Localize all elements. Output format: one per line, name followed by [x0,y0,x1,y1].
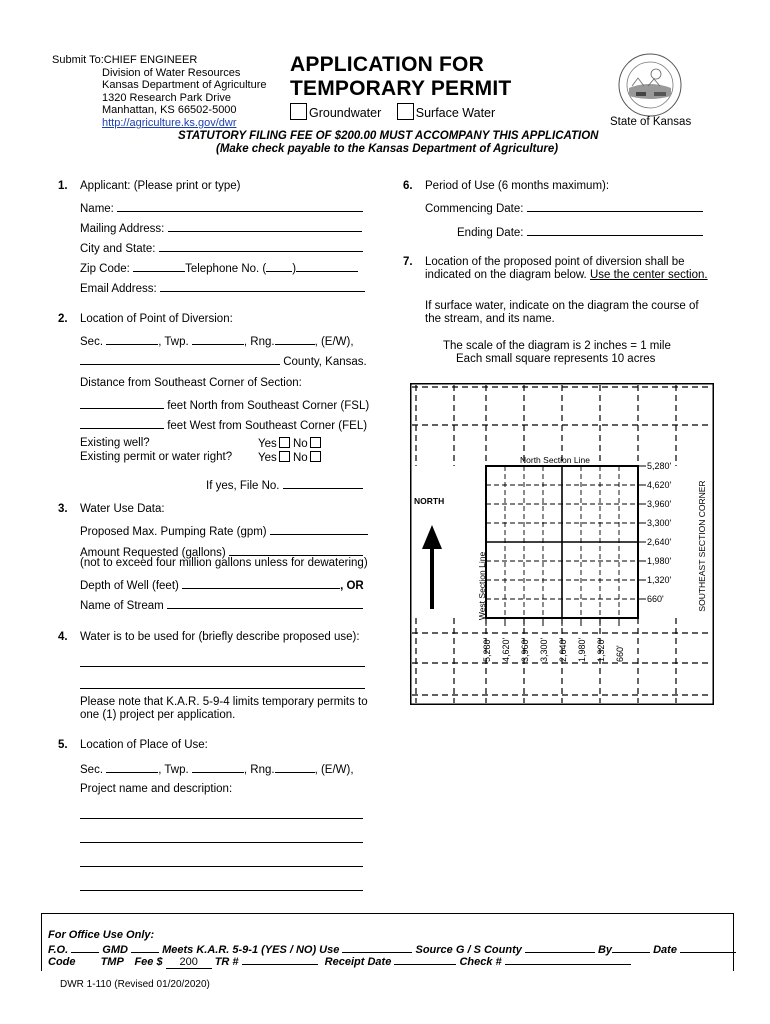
section-7-number: 7. [403,256,413,268]
commencing-field[interactable] [527,200,703,212]
project-line-3[interactable] [80,855,363,870]
name-row [80,200,363,215]
amount-label: Amount Requested (gallons) [80,547,226,559]
date-field[interactable] [680,941,736,953]
city-field[interactable] [159,240,363,252]
rng-field[interactable] [275,333,315,345]
telephone-label: Telephone No. ( [185,263,267,275]
small-square-note: Each small square represents 10 acres [456,353,656,365]
amount-field[interactable] [229,544,363,556]
yes-label: Yes [258,452,277,464]
addr-line: CHIEF ENGINEER [103,54,198,66]
fee-value[interactable]: 200 [166,956,212,969]
mailing-row [80,220,362,235]
section-6-title: Period of Use (6 months maximum): [425,180,610,192]
distance-label: Distance from Southeast Corner of Section: [80,377,302,389]
existing-well-options [258,437,321,450]
existing-permit-label: Existing permit or water right? [80,451,233,463]
right-distance-label: 3,300' [647,518,672,528]
twp-label: , Twp. [158,336,189,348]
addr-line: Kansas Department of Agriculture [102,79,267,92]
existing-permit-options [258,451,321,464]
section-3-number: 3. [58,503,68,515]
date-label: Date [653,944,677,956]
meets-label: Meets K.A.R. 5-9-1 (YES / NO) Use [162,944,340,956]
sec-label: Sec. [80,764,104,776]
rng-field[interactable] [275,761,315,773]
title-line-2: TEMPORARY PERMIT [290,77,512,100]
surface-water-note-2: the stream, and its name. [425,313,555,325]
existing-well-label: Existing well? [80,437,150,449]
bottom-distance-label: 3,960' [520,637,530,662]
fsl-field[interactable] [80,397,164,409]
check-payable-note: (Make check payable to the Kansas Department of Agriculture) [216,143,559,155]
southeast-corner-label: SOUTHEAST SECTION CORNER [697,480,707,612]
section-2-title: Location of Point of Diversion: [80,313,233,325]
right-distance-label: 1,980' [647,556,672,566]
project-line-1[interactable] [80,807,363,822]
city-row [80,240,363,255]
section-5-title: Location of Place of Use: [80,739,208,751]
or-label: , OR [340,580,364,592]
section-1-title: Applicant: (Please print or type) [80,180,241,192]
name-field[interactable] [117,200,363,212]
right-distance-label: 660' [647,594,664,604]
addr-line: Division of Water Resources [102,66,241,79]
name-label: Name: [80,203,114,215]
fo-label: F.O. [48,944,69,956]
project-line-4[interactable] [80,879,363,894]
right-distance-label: 2,640' [647,537,672,547]
by-field[interactable] [612,941,650,953]
county-label: County, Kansas. [283,356,367,368]
use-str-row [80,761,354,776]
twp-label: , Twp. [158,764,189,776]
mailing-field[interactable] [168,220,362,232]
fsl-row [80,397,369,412]
county-row [80,353,367,368]
ew-label: , (E/W), [314,336,354,348]
twp-field[interactable] [192,761,244,773]
bottom-distance-label: 1,980' [577,637,587,662]
permit-no-checkbox[interactable] [310,451,321,462]
fsl-label: feet North from Southeast Corner (FSL) [167,400,370,412]
sec-field[interactable] [106,333,158,345]
section-1-number: 1. [58,180,68,192]
office-box-left [41,913,42,971]
kar-note-1: Please note that K.A.R. 5-9-4 limits temporary permits to [80,696,368,708]
west-section-line-label: West Section Line [477,551,487,621]
surface-water-checkbox[interactable] [397,103,414,120]
north-label: NORTH [414,496,445,506]
submit-to-label: Submit To: [52,54,104,66]
addr-line: Manhattan, KS 66502-5000 [102,104,237,117]
title-line-1: APPLICATION FOR [290,53,484,76]
area-code-field[interactable] [266,260,292,272]
check-field[interactable] [505,953,631,965]
mailing-label: Mailing Address: [80,223,165,235]
surface-water-note-1: If surface water, indicate on the diagram the course of [425,300,699,312]
project-line-2[interactable] [80,831,363,846]
ending-field[interactable] [527,224,703,236]
well-yes-checkbox[interactable] [279,437,290,448]
fel-row [80,417,367,432]
yes-label: Yes [258,438,277,450]
receipt-date-field[interactable] [394,953,456,965]
well-no-checkbox[interactable] [310,437,321,448]
use-line-1[interactable] [80,655,365,670]
zip-row [80,260,358,275]
right-distance-label: 5,280' [647,461,672,471]
right-distance-label: 4,620' [647,480,672,490]
stream-field[interactable] [167,597,363,609]
tel-close: ) [292,263,297,275]
office-divider [41,913,733,914]
stream-row [80,597,363,612]
email-row [80,280,365,295]
by-label: By [597,944,613,956]
email-label: Email Address: [80,283,157,295]
gmd-label: GMD [102,944,128,956]
amount-note: (not to exceed four million gallons unless for dewatering) [80,557,368,569]
fee-label: Fee $ [134,956,163,968]
bottom-distance-label: 4,620' [501,637,511,662]
no-label: No [292,452,308,464]
file-no-row [206,477,363,492]
form-number: DWR 1-110 (Revised 01/20/2020) [60,979,210,990]
gmd-field[interactable] [131,941,159,953]
bottom-distance-label: 1,320' [596,637,606,662]
groundwater-label: Groundwater [309,106,382,120]
stream-label: Name of Stream [80,600,164,612]
permit-yes-checkbox[interactable] [279,451,290,462]
north-arrow-icon [422,525,442,609]
tr-label: TR # [214,956,239,968]
rng-label: , Rng. [243,336,275,348]
surface-water-label: Surface Water [415,106,496,120]
rate-field[interactable] [270,523,368,535]
receipt-date-label: Receipt Date [324,956,392,968]
check-label: Check # [459,956,502,968]
rate-label: Proposed Max. Pumping Rate (gpm) [80,526,267,538]
county-field[interactable] [80,353,280,365]
right-distance-label: 3,960' [647,499,672,509]
bottom-distance-label: 3,300' [539,637,549,662]
commencing-row [425,200,703,215]
depth-label: Depth of Well (feet) [80,580,179,592]
ending-label: Ending Date: [457,227,524,239]
email-field[interactable] [160,280,365,292]
location-text-1: Location of the proposed point of diversion shall be [425,256,685,268]
file-no-label: If yes, File No. [206,480,280,492]
section-6-number: 6. [403,180,413,192]
diversion-str-row [80,333,354,348]
dwr-link[interactable]: http://agriculture.ks.gov/dwr [102,116,237,129]
use-line-2[interactable] [80,677,365,692]
commencing-label: Commencing Date: [425,203,524,215]
north-section-line-label: North Section Line [520,455,590,465]
twp-field[interactable] [192,333,244,345]
city-label: City and State: [80,243,156,255]
right-distance-label: 1,320' [647,575,672,585]
submit-to-block [52,54,266,130]
sec-label: Sec. [80,336,104,348]
section-5-number: 5. [58,739,68,751]
fee-notice: STATUTORY FILING FEE OF $200.00 MUST ACCOMPANY THIS APPLICATION [178,130,599,142]
use-field[interactable] [342,941,412,953]
section-4-number: 4. [58,631,68,643]
rate-row [80,523,368,538]
section-4-title: Water is to be used for (briefly describe proposed use): [80,631,360,643]
scale-note: The scale of the diagram is 2 inches = 1 mile [443,340,671,352]
fel-field[interactable] [80,417,164,429]
tr-field[interactable] [242,953,318,965]
rng-label: , Rng. [243,764,275,776]
depth-field[interactable] [182,577,340,589]
water-type-options [290,103,495,120]
ending-row [457,224,703,239]
section-2-number: 2. [58,313,68,325]
section-3-title: Water Use Data: [80,503,165,515]
location-instruction: indicated on the diagram below. [425,269,587,281]
source-label: Source G / S County [415,944,522,956]
file-no-field[interactable] [283,477,363,489]
kar-note-2: one (1) project per application. [80,709,236,721]
no-label: No [292,438,308,450]
bottom-distance-label: 2,640' [558,637,568,662]
sec-field[interactable] [106,761,158,773]
fo-field[interactable] [71,941,99,953]
tmp-label: TMP [100,956,124,968]
bottom-distance-label: 5,280' [482,637,492,662]
zip-label: Zip Code: [80,263,130,275]
office-title: For Office Use Only: [48,929,155,941]
bottom-distance-label: 660' [615,645,625,662]
code-label: Code [48,956,76,968]
kansas-seal-icon [612,52,688,121]
office-row-2 [48,953,631,969]
zip-field[interactable] [133,260,185,272]
location-text-2 [425,269,708,281]
section-diagram[interactable] [410,383,714,705]
fel-label: feet West from Southeast Corner (FEL) [167,420,368,432]
groundwater-checkbox[interactable] [290,103,307,120]
addr-line: 1320 Research Park Drive [102,91,232,104]
depth-row [80,577,364,592]
ew-label: , (E/W), [314,764,354,776]
telephone-field[interactable] [296,260,358,272]
center-section-note: Use the center section. [589,269,708,281]
county-field[interactable] [525,941,595,953]
state-label: State of Kansas [610,116,692,128]
project-label: Project name and description: [80,783,233,795]
